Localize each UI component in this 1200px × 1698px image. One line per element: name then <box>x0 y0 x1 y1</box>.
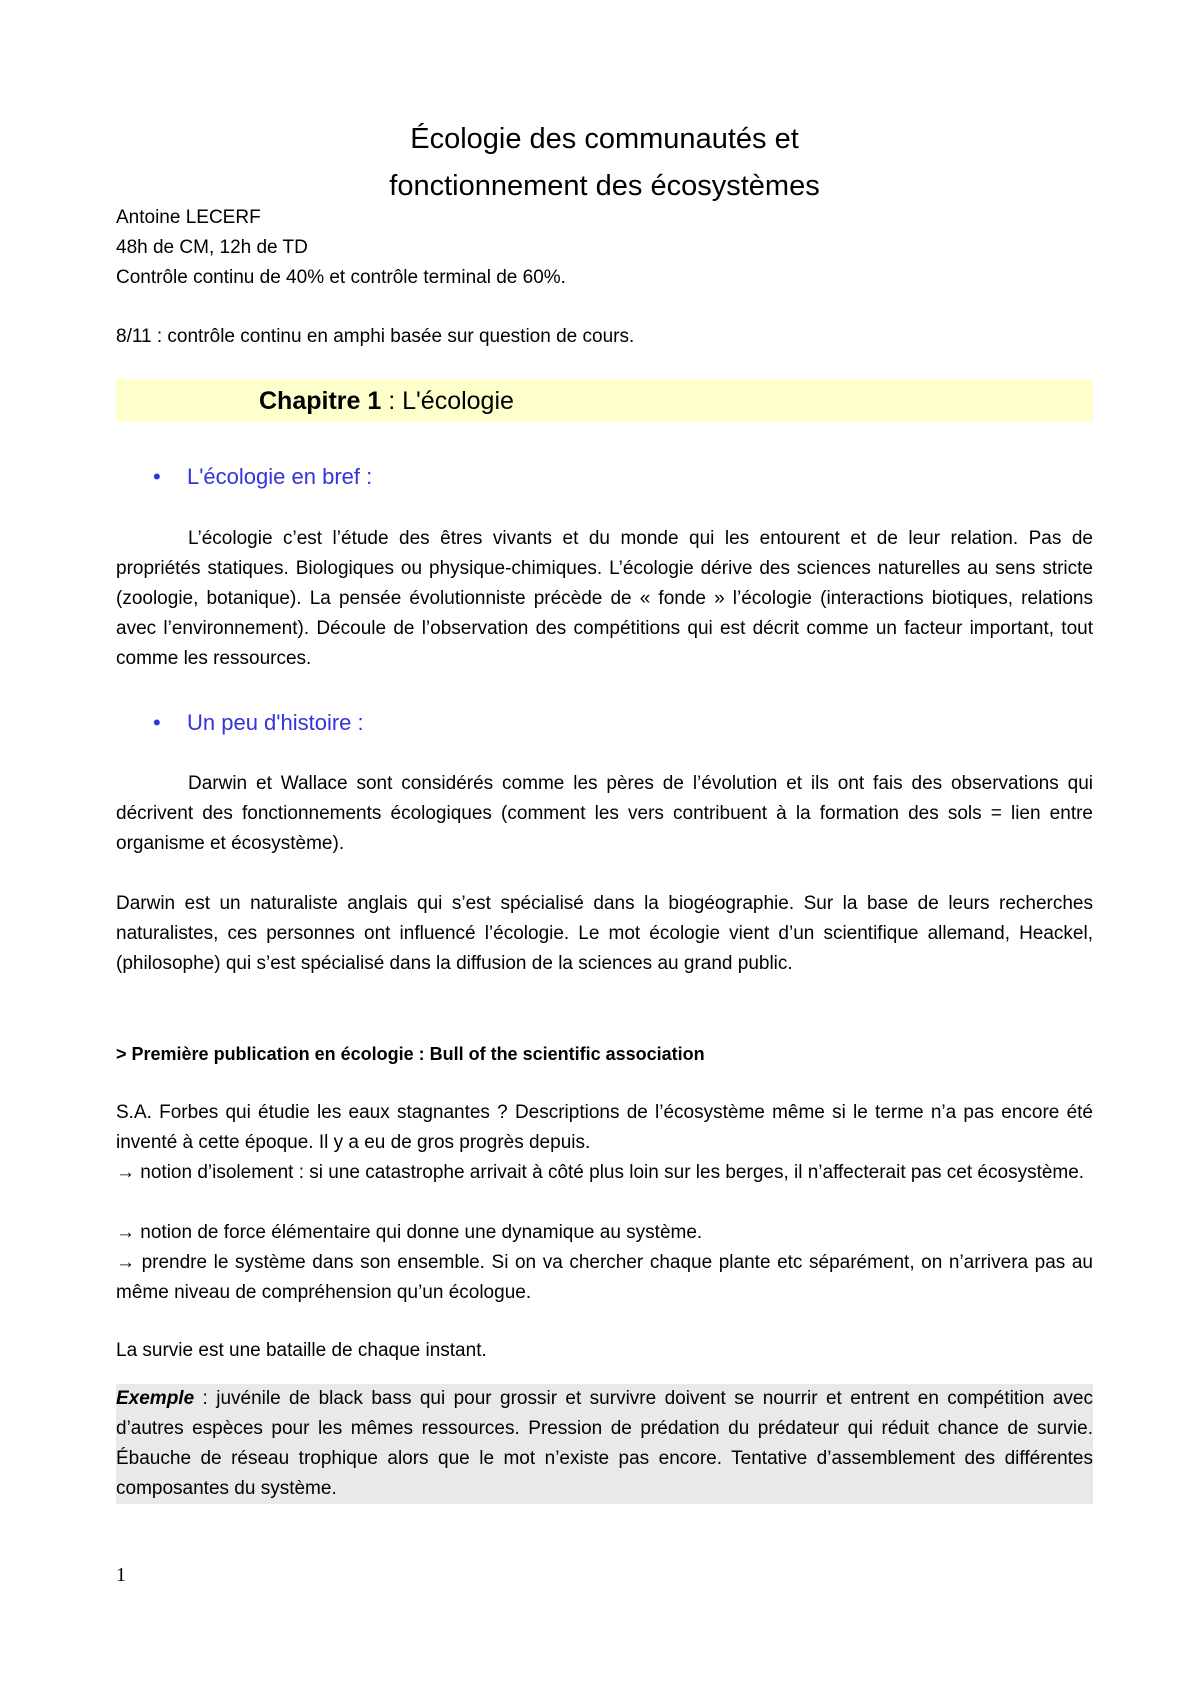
section-heading-text: Un peu d'histoire : <box>187 710 364 735</box>
arrow-note-force: → notion de force élémentaire qui donne une dynamique au système. <box>116 1222 703 1243</box>
author: Antoine LECERF <box>116 207 261 228</box>
title-line-1: Écologie des communautés et <box>410 123 799 155</box>
title-line-2: fonctionnement des écosystèmes <box>389 170 820 202</box>
paragraph-forbes: S.A. Forbes qui étudie les eaux stagnantes ? Descriptions de l’écosystème même si le terme n’a pas encore été inventé à cette époque. Il y a eu de gros progrès depuis. <box>116 1102 1093 1153</box>
survival-line: La survie est une bataille de chaque instant. <box>116 1340 487 1361</box>
arrow-note-ensemble: → prendre le système dans son ensemble. Si on va chercher chaque plante etc séparément, on n’arrivera pas au même niveau de compréhension qu’un écologue. <box>116 1252 1093 1303</box>
section-heading-ecologie <box>153 462 372 492</box>
arrow-note-isolement: → notion d’isolement : si une catastrophe arrivait à côté plus loin sur les berges, il n’affecterait pas cet écosystème. <box>116 1162 1085 1183</box>
paragraph-darwin-wallace: Darwin et Wallace sont considérés comme les pères de l’évolution et ils ont fais des observations qui décrivent des fonctionnements écologiques (comment les vers contribuent à la formation des sols = lien entre organisme et écosystème). <box>116 773 1093 854</box>
exam-note: 8/11 : contrôle continu en amphi basée sur question de cours. <box>116 326 635 347</box>
document-title <box>116 116 1093 210</box>
paragraph-ecologie: L’écologie c’est l’étude des êtres vivants et du monde qui les entourent et de leur relation. Pas de propriétés statiques. Biologiques ou physique-chimiques. L’écologie dérive des sciences naturelles au sens stricte (zoologie, botanique). La pensée évolutionniste précède de « fonde » l’écologie (interactions biotiques, relations avec l’environnement). Découle de l’observation des compétitions qui est décrit comme un facteur important, tout comme les ressources. <box>116 528 1093 669</box>
bullet-icon: • <box>153 464 161 489</box>
first-publication: > Première publication en écologie : Bull of the scientific association <box>116 1044 705 1064</box>
chapter-label: Chapitre 1 <box>259 387 382 415</box>
bullet-icon: • <box>153 710 161 735</box>
grading: Contrôle continu de 40% et contrôle terminal de 60%. <box>116 267 566 288</box>
hours: 48h de CM, 12h de TD <box>116 237 308 258</box>
chapter-heading <box>116 379 1093 422</box>
chapter-separator: : <box>381 387 403 415</box>
section-heading-text: L'écologie en bref : <box>187 464 373 489</box>
example-label: Exemple <box>116 1388 195 1409</box>
page-number: 1 <box>116 1564 126 1586</box>
course-meta <box>116 203 1093 293</box>
chapter-title: L'écologie <box>402 387 514 415</box>
section-heading-histoire <box>153 708 364 738</box>
example-text: : juvénile de black bass qui pour grossir et survivre doivent se nourrir et entrent en compétition avec d’autres espèces pour les mêmes ressources. Pression de prédation du prédateur qui réduit chance de survie. Ébauche de réseau trophique alors que le mot n’existe pas encore. Tentative d’assemblement des différentes composantes du système. <box>116 1388 1093 1499</box>
example-box <box>116 1384 1093 1504</box>
paragraph-darwin: Darwin est un naturaliste anglais qui s’est spécialisé dans la biogéographie. Sur la base de leurs recherches naturalistes, ces personnes ont influencé l’écologie. Le mot écologie vient d’un scientifique allemand, Heackel, (philosophe) qui s’est spécialisé dans la diffusion de la sciences au grand public. <box>116 893 1093 974</box>
